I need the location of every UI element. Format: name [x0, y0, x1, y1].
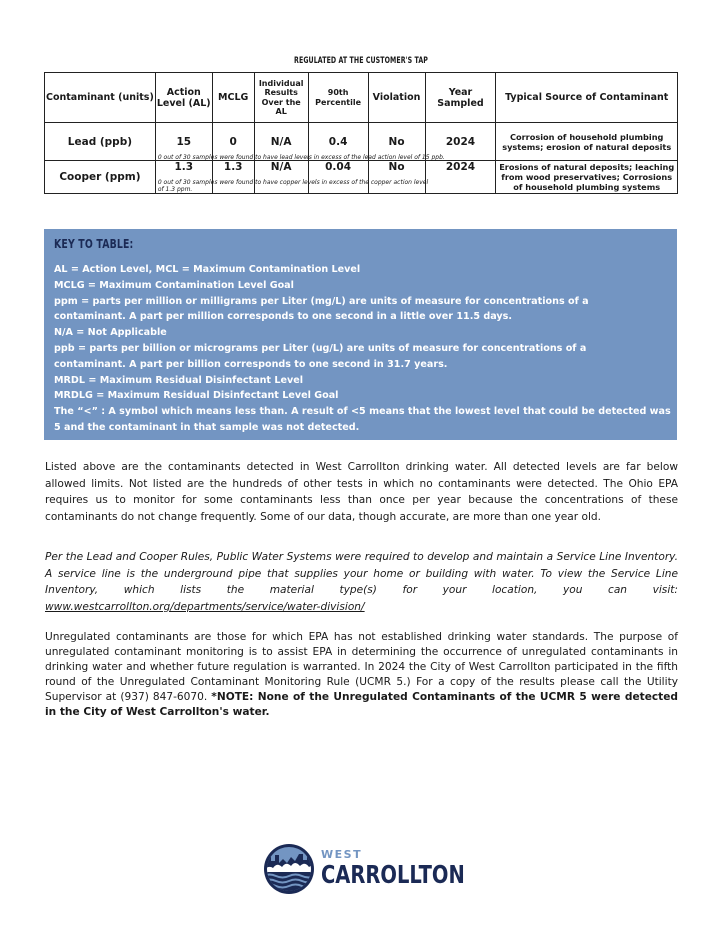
- unregulated-text: Unregulated contaminants are those for which EPA has not established drinking water standards. The purpose of unregulated contaminant monitoring is to assist EPA in determining the occurrence of unregulated contaminants in drinking water and whether future regulation is warranted. In 2024 the City of West Carrollton participated in the fifth round of the Unregulated Contaminant Monitoring Rule (UCMR 5.) For a copy of the results please call the Utility Supervisor at (937) 847-6070.: [45, 631, 678, 703]
- header-mclg: MCLG: [212, 73, 254, 123]
- header-individual-results: Individual Results Over the AL: [254, 73, 308, 123]
- logo-west: WEST: [321, 848, 363, 861]
- table-row: [45, 161, 678, 194]
- cell-individual: N/A: [254, 161, 308, 194]
- header-typical-source: Typical Source of Contaminant: [496, 73, 678, 123]
- west-carrollton-logo: [263, 843, 505, 895]
- detected-contaminants-paragraph: Listed above are the contaminants detected in West Carrollton drinking water. All detected levels are far below allowed limits. Not listed are the hundreds of other tests in which no contaminants were detected. The Ohio EPA requires us to monitor for some contaminants less than once per year because the concentrations of these contaminants do not change frequently. Some of our data, though accurate, are more than one year old.: [45, 461, 678, 523]
- cell-contaminant: Lead (ppb): [45, 123, 156, 161]
- regulated-contaminants-table: [44, 72, 678, 194]
- cell-year: 2024: [425, 123, 496, 161]
- cell-value: 15: [176, 135, 192, 148]
- service-line-text: Per the Lead and Cooper Rules, Public Water Systems were required to develop and maintain a Service Line Inventory. A service line is the underground pipe that supplies your home or building with water. To view the Service Line Inventory, which lists the material type(s) for your location, you can visit:: [45, 551, 678, 597]
- key-line: AL = Action Level, MCL = Maximum Contamination Level: [54, 264, 361, 275]
- lead-sample-note: 0 out of 30 samples were found to have lead levels in excess of the lead action level of 15 ppb.: [157, 154, 445, 161]
- logo-carrollton: CARROLLTON: [321, 860, 465, 889]
- key-title: KEY TO TABLE:: [54, 237, 134, 251]
- table-title: REGULATED AT THE CUSTOMER'S TAP: [294, 56, 428, 66]
- key-line: contaminant. A part per billion corresponds to one second in 31.7 years.: [54, 358, 448, 370]
- header-90th-percentile: 90th Percentile: [308, 73, 368, 123]
- ucmr-note: *NOTE: None of the Unregulated Contaminants of the UCMR 5 were detected in the City of West Carrollton's water.: [45, 691, 678, 718]
- copper-sample-note-line1: 0 out of 30 samples were found to have copper levels in excess of the copper action level: [157, 179, 429, 186]
- cell-percentile: 0.04: [308, 161, 368, 194]
- unregulated-contaminants-paragraph: [45, 630, 678, 720]
- key-definitions: [54, 262, 671, 436]
- key-line: MCLG = Maximum Contamination Level Goal: [54, 279, 294, 291]
- logo-wordmark: [321, 849, 505, 889]
- key-to-table-box: [44, 229, 677, 440]
- key-line: 5 and the contaminant in that sample was not detected.: [54, 421, 360, 433]
- cell-mclg: 1.3: [212, 161, 254, 194]
- key-line: ppb = parts per billion or micrograms per Liter (ug/L) are units of measure for concentrations of a: [54, 342, 587, 354]
- cell-violation: No: [368, 123, 425, 161]
- key-line: N/A = Not Applicable: [54, 327, 167, 339]
- key-line: MRDL = Maximum Residual Disinfectant Level: [54, 374, 304, 386]
- key-line: contaminant. A part per million corresponds to one second in a little over 11.5 days.: [54, 311, 513, 323]
- header-year-sampled: Year Sampled: [425, 73, 496, 123]
- table-header-row: [45, 73, 678, 123]
- cell-value: 1.3: [174, 161, 194, 173]
- table-row: [45, 123, 678, 161]
- cell-violation: No: [368, 161, 425, 194]
- water-division-link[interactable]: www.westcarrollton.org/departments/service/water-division/: [45, 600, 365, 613]
- cell-individual: N/A: [254, 123, 308, 161]
- city-skyline-water-icon: [263, 843, 315, 895]
- cell-source: Corrosion of household plumbing systems; erosion of natural deposits: [496, 123, 678, 161]
- cell-source: Erosions of natural deposits; leaching from wood preservatives; Corrosions of household plumbing systems: [496, 161, 678, 194]
- key-line: MRDLG = Maximum Residual Disinfectant Level Goal: [54, 390, 339, 402]
- header-violation: Violation: [368, 73, 425, 123]
- key-line: ppm = parts per million or milligrams per Liter (mg/L) are units of measure for concentrations of a: [54, 295, 589, 307]
- key-line: The “<” : A symbol which means less than. A result of <5 means that the lowest level that could be detected was: [54, 406, 671, 418]
- cell-contaminant: Cooper (ppm): [45, 161, 156, 194]
- service-line-paragraph: [45, 549, 678, 615]
- header-contaminant: Contaminant (units): [45, 73, 156, 123]
- cell-year: 2024: [425, 161, 496, 194]
- cell-percentile: 0.4: [308, 123, 368, 161]
- copper-sample-note-line2: of 1.3 ppm.: [157, 186, 193, 193]
- header-action-level: Action Level (AL): [155, 73, 212, 123]
- cell-mclg: 0: [212, 123, 254, 161]
